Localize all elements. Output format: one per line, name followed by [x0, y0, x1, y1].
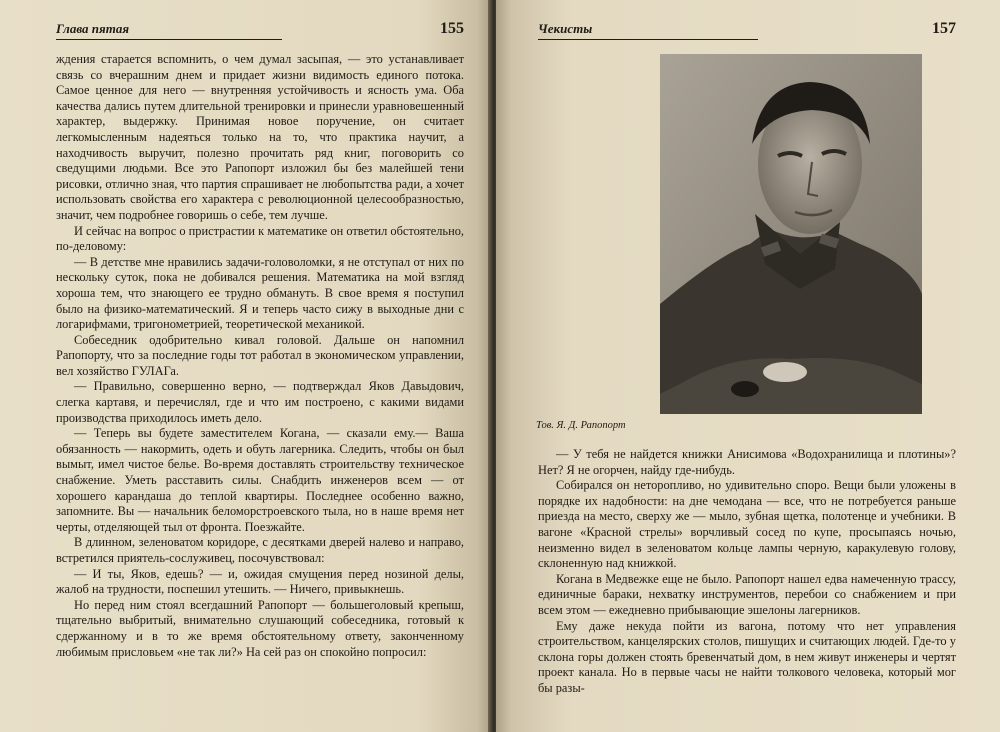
paragraph: — В детстве мне нравились задачи-головоломки, я не отступал от них по нескольку суток, пока не добивался решения. Математика на мой взгляд хороша тем, что знающего ее трудно обмануть. В свое время я поступил было на физико-математический. Я и теперь часто сижу в выходные дни с логарифмами, тригонометрией, теоретической механикой.: [56, 254, 464, 332]
right-page: [496, 0, 1000, 732]
paragraph: — Теперь вы будете заместителем Когана, — сказали ему.— Ваша обязанность — накормить, одеть и обуть лагерника. Следить, чтобы он был вымыт, имел чистое белье. Во-время доставлять строительству техническое снабжение. Уметь расставить силы. Снабдить инженеров всем — от хорошего карандаша до теплой квартиры. Последнее особенно важно, запомните. Вы — начальник беломорстроевского тыла, но в наше время нет черты, отделяющей тыл от фронта. Поезжайте.: [56, 426, 464, 534]
paragraph: — У тебя не найдется книжки Анисимова «Водохранилища и плотины»? Нет? Я не огорчен, найду где-нибудь.: [538, 447, 956, 477]
paragraph: Ему даже некуда пойти из вагона, потому что нет управления строительством, канцелярских столов, пишущих и считающих людей. Где-то у склона горы должен стоять бревенчатый дом, в нем живут инженеры и чертят проект канала. Но в первые часы не найти толкового человека, который мог бы разы-: [538, 618, 956, 695]
paragraph: Собирался он неторопливо, но удивительно споро. Вещи были уложены в порядке их надобности: на дне чемодана — все, что не потребуется раньше приезда на место, сверху же — мыло, зубная щетка, полотенце и учебники. В вагоне «Красной стрелы» ворчливый сосед по купе, просыпаясь ночью, неизменно видел в зеленоватом кольце лампы черную, каракулевую голову, склоненную над книжкой.: [538, 478, 956, 571]
right-page-number: 157: [932, 20, 956, 37]
left-chapter-header: Глава пятая: [56, 21, 282, 40]
left-running-head: [56, 14, 464, 40]
left-body-text: [56, 52, 464, 660]
paragraph: Но перед ним стоял всегдашний Рапопорт — большеголовый крепыш, тщательно выбритый, внимательно слушающий собеседника, готовый к сдержанному и в то же время обстоятельному ответу, законченному любимым присловьем «не так ли?» На сей раз он спокойно попросил:: [56, 597, 464, 659]
paragraph: — Правильно, совершенно верно, — подтверждал Яков Давыдович, слегка картавя, и перечислял, где и что им построено, с какими видами производства приходилось иметь дело.: [56, 379, 464, 425]
paragraph: Когана в Медвежке еще не было. Рапопорт нашел едва намеченную трассу, единичные бараки, нехватку инструментов, перебои со снабжением и при всем этом — ежедневно прибывающие эшелоны лагерников.: [538, 571, 956, 617]
paragraph: В длинном, зеленоватом коридоре, с десятками дверей налево и направо, встретился приятель-сослуживец, посочувствовал:: [56, 535, 464, 565]
left-page-number: 155: [440, 20, 464, 37]
paragraph: И сейчас на вопрос о пристрастии к математике он ответил обстоятельно, по-деловому:: [56, 223, 464, 254]
left-page: [0, 0, 492, 732]
paragraph: Собеседник одобрительно кивал головой. Дальше он напомнил Рапопорту, что за последние годы тот работал в экономическом управлении, вел хозяйство ГУЛАГа.: [56, 332, 464, 378]
paragraph: ждения старается вспомнить, о чем думал засыпая, — это устанавливает связь со вчерашним днем и придает жизни видимость единого потока. Самое ценное для него — внутренняя устойчивость и ясность ума. Оба качества дались путем длительной тренировки и принесли уравновешенный характер, выдержку. Принимая новое поручение, он считает легкомысленным надеяться только на то, что практика научит, а находчивость выручит, полезно прочитать ряд книг, поговорить со сведущими людьми. Все это Рапопорт изложил бы без малейшей тени рисовки, отлично зная, что партия спрашивает не любопытства ради, а хочет использовать свойства его характера с революционной целесообразностью, значит, чем подробнее говоришь о себе, тем лучше.: [56, 52, 464, 222]
right-running-head: [538, 14, 956, 40]
photo-caption: Тов. Я. Д. Рапопорт: [536, 420, 626, 431]
photo-block: [536, 54, 922, 431]
portrait-photo: [660, 54, 922, 414]
right-body-text: [538, 447, 956, 697]
paragraph: — И ты, Яков, едешь? — и, ожидая смущения перед нозиной делы, жалоб на трудности, поспешил утешить. — Ничего, привыкнешь.: [56, 566, 464, 597]
right-chapter-header: Чекисты: [538, 21, 758, 40]
